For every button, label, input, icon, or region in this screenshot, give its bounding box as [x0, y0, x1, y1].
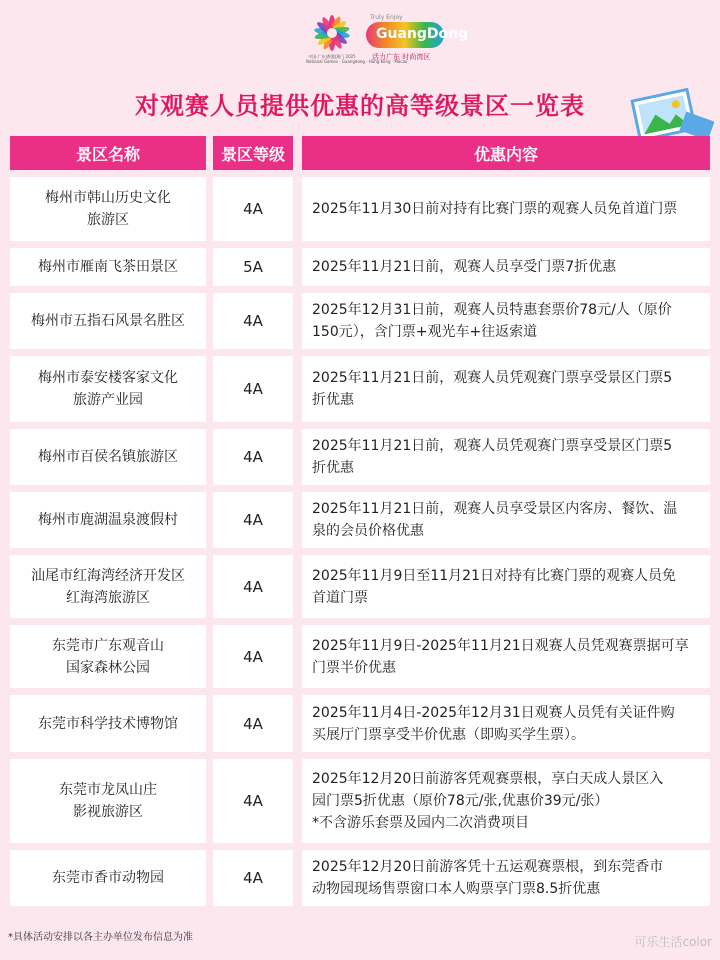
level-cell: 4A	[213, 625, 293, 688]
games-caption-small: National Games · Guangdong · Hong Kong · Macao	[306, 59, 408, 64]
offer-cell: 2025年12月20日前游客凭十五运观赛票根，到东莞香市 动物园现场售票窗口本人购票享门票8.5折优惠	[302, 850, 710, 906]
offer-cell: 2025年11月9日-2025年11月21日观赛人员凭观赛票据可享 门票半价优惠	[302, 625, 710, 688]
offer-cell: 2025年11月21日前，观赛人员凭观赛门票享受景区门票5 折优惠	[302, 356, 710, 422]
column-header-name: 景区名称	[10, 136, 206, 170]
column-header-level: 景区等级	[213, 136, 293, 170]
scenic-name-cell: 东莞市香市动物园	[10, 850, 206, 906]
column-header-offer: 优惠内容	[302, 136, 710, 170]
page-title: 对观赛人员提供优惠的高等级景区一览表	[135, 92, 585, 120]
table-row	[0, 293, 720, 349]
level-cell: 4A	[213, 429, 293, 485]
offer-cell: 2025年11月4日-2025年12月31日观赛人员凭有关证件购 买展厅门票享受半价优惠（即购买学生票）。	[302, 695, 710, 752]
gd-slogan: 活力广东 时尚湾区	[372, 53, 431, 61]
games-emblem-icon	[306, 12, 358, 54]
scenic-name-cell: 东莞市广东观音山 国家森林公园	[10, 625, 206, 688]
logo-bar	[0, 10, 720, 70]
gd-word-text: GuangDong	[376, 26, 469, 42]
scenic-name-cell: 东莞市龙凤山庄 影视旅游区	[10, 759, 206, 843]
level-cell: 5A	[213, 248, 293, 286]
offer-cell: 2025年11月30日前对持有比赛门票的观赛人员免首道门票	[302, 177, 710, 241]
level-cell: 4A	[213, 177, 293, 241]
table-row	[0, 492, 720, 548]
scenic-name-cell: 梅州市泰安楼客家文化 旅游产业园	[10, 356, 206, 422]
gd-wordmark	[366, 22, 469, 50]
table-row	[0, 695, 720, 752]
table-row	[0, 625, 720, 688]
level-cell: 4A	[213, 356, 293, 422]
table-row	[0, 429, 720, 485]
level-cell: 4A	[213, 293, 293, 349]
table-row	[0, 759, 720, 843]
footnote: *具体活动安排以各主办单位发布信息为准	[8, 932, 193, 943]
guangdong-tourism-logo	[366, 14, 469, 70]
level-cell: 4A	[213, 759, 293, 843]
watermark: 可乐生活color	[634, 935, 712, 949]
offer-cell: 2025年11月21日前，观赛人员享受门票7折优惠	[302, 248, 710, 286]
level-cell: 4A	[213, 850, 293, 906]
level-cell: 4A	[213, 555, 293, 618]
level-cell: 4A	[213, 492, 293, 548]
table-row	[0, 555, 720, 618]
table-row	[0, 177, 720, 241]
table-row	[0, 248, 720, 286]
offer-cell: 2025年12月20日前游客凭观赛票根，享白天成人景区入 园门票5折优惠（原价78元/张,优惠价39元/张） *不含游乐套票及园内二次消费项目	[302, 759, 710, 843]
scenic-name-cell: 梅州市雁南飞茶田景区	[10, 248, 206, 286]
table-row	[0, 356, 720, 422]
table-row	[0, 850, 720, 906]
offer-cell: 2025年11月21日前，观赛人员凭观赛门票享受景区门票5 折优惠	[302, 429, 710, 485]
scenic-name-cell: 汕尾市红海湾经济开发区 红海湾旅游区	[10, 555, 206, 618]
offer-cell: 2025年12月31日前，观赛人员特惠套票价78元/人（原价 150元），含门票+观光车+往返索道	[302, 293, 710, 349]
offer-cell: 2025年11月9日至11月21日对持有比赛门票的观赛人员免 首道门票	[302, 555, 710, 618]
scenic-name-cell: 梅州市韩山历史文化 旅游区	[10, 177, 206, 241]
gd-small-text: Truly Enjoy	[370, 14, 403, 21]
scenic-name-cell: 梅州市百侯名镇旅游区	[10, 429, 206, 485]
scenic-name-cell: 梅州市五指石风景名胜区	[10, 293, 206, 349]
scenic-name-cell: 梅州市鹿湖温泉渡假村	[10, 492, 206, 548]
offer-cell: 2025年11月21日前，观赛人员享受景区内客房、餐饮、温 泉的会员价格优惠	[302, 492, 710, 548]
games-caption: 中国·广东|香港|澳门 2025	[308, 54, 356, 59]
scenic-name-cell: 东莞市科学技术博物馆	[10, 695, 206, 752]
level-cell: 4A	[213, 695, 293, 752]
